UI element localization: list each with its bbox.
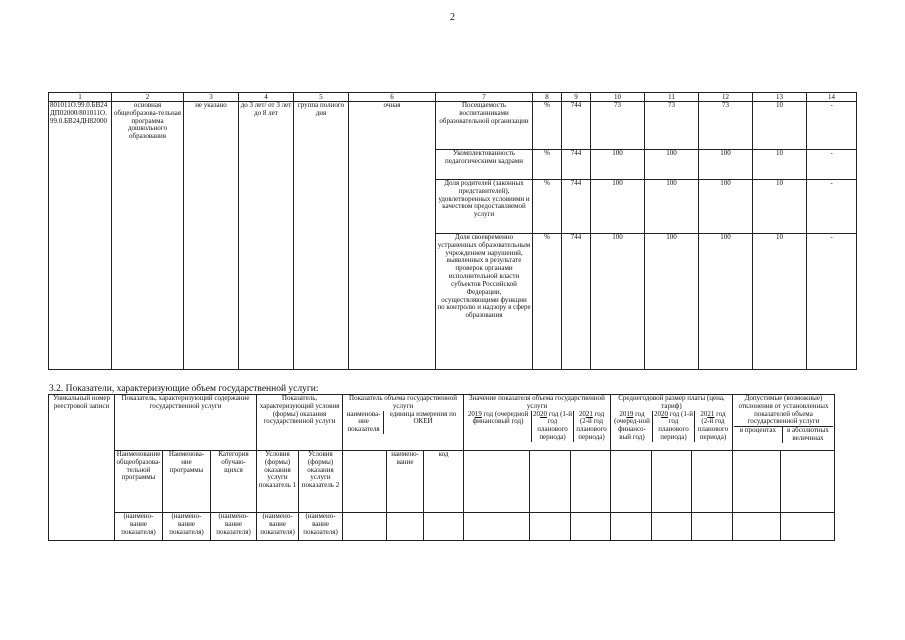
empty-cell <box>530 451 571 513</box>
empty-cell <box>530 513 571 541</box>
empty-cell <box>464 513 530 541</box>
deviation-subheader <box>734 426 833 443</box>
column-number: 4 <box>239 93 294 102</box>
table-row <box>49 102 857 150</box>
empty-cell <box>464 451 530 513</box>
okei-cell: 744 <box>562 180 591 234</box>
name-label: (наимено-вание показателя) <box>163 513 211 541</box>
header-row <box>49 395 835 451</box>
deviation-percent: 10 <box>753 102 807 150</box>
fee-year3-header: 2021 год (2-й год планового периода) <box>697 410 729 442</box>
column-number: 3 <box>184 93 239 102</box>
name-label: (наимено-вание показателя) <box>115 513 163 541</box>
value-header <box>464 395 611 451</box>
unit-cell: % <box>533 102 562 150</box>
fee-year2-header: 2020 год (1-й год планового периода) <box>654 410 693 442</box>
empty-cell <box>780 451 834 513</box>
registry-number-cell: 801011О.99.0.БВ24ДП02000/801011О.99.0.БВ24ДН82000 <box>49 102 112 370</box>
okei-cell: 744 <box>562 234 591 370</box>
unit-header: единица измерения по ОКЕИ <box>389 410 457 426</box>
value-year3-header: 2021 год (2-й год планового периода) <box>576 410 607 442</box>
name-label: (наимено-вание показателя) <box>257 513 299 541</box>
indicator-name: Доля своевременно устраненных образовательным учреждением нарушений, выявленных в результате проверок органами исполнительной власти субъектов Российской Федерации, осуществляющими функции по контролю и надзору в сфере образования <box>436 234 533 370</box>
empty-cell <box>343 513 387 541</box>
form-cell: очная <box>349 102 436 370</box>
empty-cell <box>691 451 732 513</box>
deviation-header <box>732 395 834 451</box>
deviation-percent: 10 <box>753 150 807 180</box>
fee-subheader <box>612 411 731 442</box>
value-year1: 100 <box>591 150 645 180</box>
okei-cell: 744 <box>562 102 591 150</box>
deviation-absolute: - <box>807 180 857 234</box>
indicator-name: Доля родителей (законных представителей), удовлетворенных условиями и качеством предоставляемой услуги <box>436 180 533 234</box>
value-year3: 100 <box>699 150 753 180</box>
program-header: Наименова-ние программы <box>163 451 211 513</box>
value-year2: 100 <box>645 150 699 180</box>
column-number: 12 <box>699 93 753 102</box>
deviation-percent-header: в процентах <box>734 427 783 443</box>
program-cell: основная общеобразова-тельная программа дошкольного образования <box>112 102 184 370</box>
unit-cell: % <box>533 150 562 180</box>
deviation-percent: 10 <box>753 180 807 234</box>
column-number: 5 <box>294 93 349 102</box>
volume-subheader <box>344 411 462 434</box>
fee-header <box>610 395 732 451</box>
volume-indicator-header <box>343 395 464 451</box>
category-cell: не указано <box>184 102 239 370</box>
name-label: (наимено-вание показателя) <box>299 513 343 541</box>
empty-cell <box>780 513 834 541</box>
header-row <box>49 451 835 513</box>
empty-cell <box>571 451 611 513</box>
column-number: 13 <box>753 93 807 102</box>
value-year1-header: 2019 год (очередной финансовый год) <box>465 411 532 442</box>
unit-cell: % <box>533 234 562 370</box>
empty-cell <box>343 451 387 513</box>
empty-cell <box>610 451 651 513</box>
condition1-header: Условия (формы) оказания услуги показатель 1 <box>257 451 299 513</box>
deviation-absolute-header: в абсолютных величинах <box>787 426 829 443</box>
section-title: 3.2. Показатели, характеризующие объем государственной услуги: <box>49 384 319 394</box>
deviation-header-label: Допустимые (возможные) отклонения от установленных показателей объема государственной услуги <box>738 394 829 426</box>
content-indicator-header: Показатель, характеризующий содержание государственной услуги <box>115 395 257 451</box>
value-year1: 100 <box>591 180 645 234</box>
empty-cell <box>651 513 691 541</box>
column-number: 6 <box>349 93 436 102</box>
deviation-percent: 10 <box>753 234 807 370</box>
empty-cell <box>651 451 691 513</box>
volume-indicators-table <box>48 394 835 541</box>
empty-cell <box>691 513 732 541</box>
empty-cell <box>610 513 651 541</box>
group-cell: группа полного дня <box>294 102 349 370</box>
empty-cell <box>424 513 464 541</box>
empty-cell <box>732 513 780 541</box>
column-number: 10 <box>591 93 645 102</box>
deviation-absolute: - <box>807 102 857 150</box>
category-header: Категория обучаю-щихся <box>211 451 257 513</box>
name-label: (наимено-вание показателя) <box>211 513 257 541</box>
indicator-name: Укомплектованность педагогическими кадрами <box>436 150 533 180</box>
value-header-label: Значение показателя объема государственной услуги <box>469 394 605 410</box>
page-number: 2 <box>450 12 455 23</box>
value-subheader <box>465 411 609 442</box>
fee-header-label: Среднегодовой размер платы (цена, тариф) <box>618 394 725 410</box>
value-year2: 100 <box>645 234 699 370</box>
value-year1: 73 <box>591 102 645 150</box>
empty-cell <box>571 513 611 541</box>
column-number: 14 <box>807 93 857 102</box>
indicator-name: Посещаемость воспитанниками образовательной организации <box>436 102 533 150</box>
column-number-row <box>49 93 857 102</box>
okei-cell: 744 <box>562 150 591 180</box>
indicator-name-header: наименова-ние показателя <box>344 411 384 434</box>
header-row <box>49 513 835 541</box>
deviation-absolute: - <box>807 150 857 180</box>
column-number: 8 <box>533 93 562 102</box>
value-year2: 73 <box>645 102 699 150</box>
conditions-indicator-header: Показатель, характеризующий условия (формы) оказания государственной услуги <box>257 395 343 451</box>
value-year3: 100 <box>699 180 753 234</box>
deviation-absolute: - <box>807 234 857 370</box>
registry-header: Уникальный номер реестровой записи <box>49 395 115 541</box>
age-cell: до 3 лет/ от 3 лет до 8 лет <box>239 102 294 370</box>
quality-indicators-table <box>48 92 857 370</box>
column-number: 9 <box>562 93 591 102</box>
column-number: 11 <box>645 93 699 102</box>
value-year2: 100 <box>645 180 699 234</box>
unit-cell: % <box>533 180 562 234</box>
unit-code-header: код <box>424 451 464 513</box>
value-year2-header: 2020 год (1-й год планового периода) <box>533 410 572 442</box>
value-year3: 73 <box>699 102 753 150</box>
unit-name-header: наимено-вание <box>387 451 424 513</box>
value-year1: 100 <box>591 234 645 370</box>
column-number: 1 <box>49 93 112 102</box>
condition2-header: Условия (формы) оказания услуги показатель 2 <box>299 451 343 513</box>
empty-cell <box>387 513 424 541</box>
program-name-header: Наименование общеобразова-тельной программы <box>115 451 163 513</box>
empty-cell <box>732 451 780 513</box>
fee-year1-header: 2019 год (очеред-ной финансо-вый год) <box>612 411 653 442</box>
column-number: 7 <box>436 93 533 102</box>
value-year3: 100 <box>699 234 753 370</box>
volume-header-label: Показатель объема государственной услуги <box>349 394 458 410</box>
column-number: 2 <box>112 93 184 102</box>
